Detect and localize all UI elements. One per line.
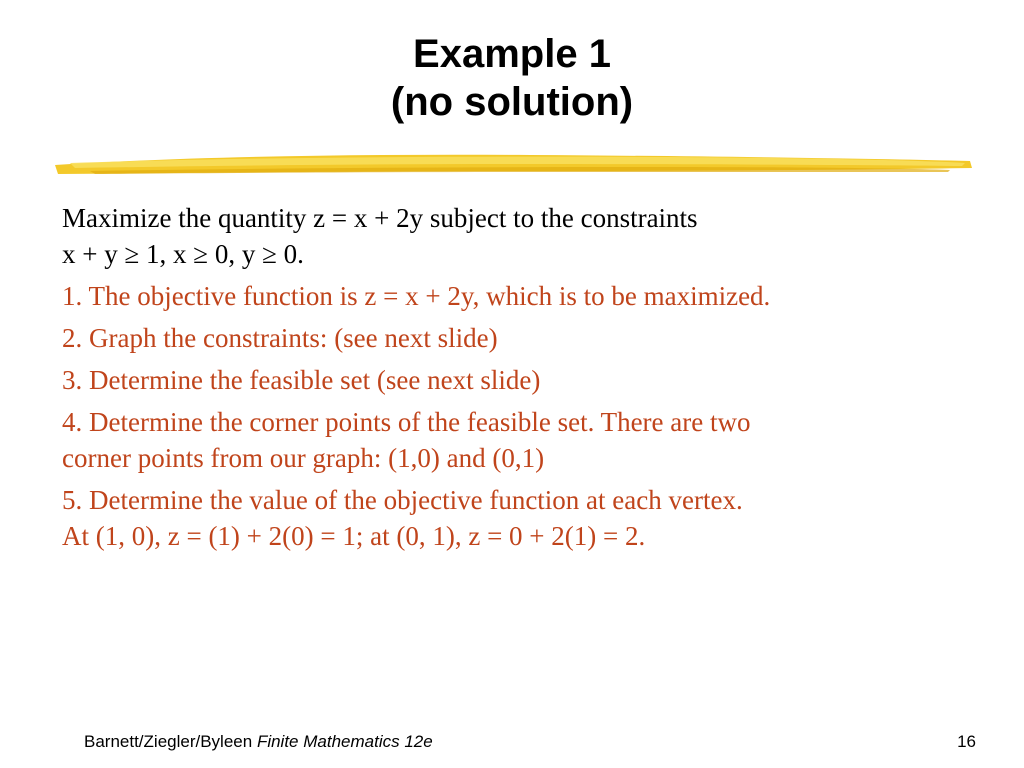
step-4-line-2: corner points from our graph: (1,0) and (0,1) xyxy=(62,443,545,473)
step-3 xyxy=(62,362,982,398)
title-line-1: Example 1 xyxy=(413,32,611,76)
slide-body xyxy=(62,200,982,560)
step-5 xyxy=(62,482,982,554)
intro-line-1: Maximize the quantity z = x + 2y subject to the constraints xyxy=(62,203,698,233)
title-line-2: (no solution) xyxy=(390,80,634,124)
step-5-line-1: 5. Determine the value of the objective function at each vertex. xyxy=(62,485,743,515)
step-4 xyxy=(62,404,982,476)
step-5-line-2: At (1, 0), z = (1) + 2(0) = 1; at (0, 1), z = 0 + 2(1) = 2. xyxy=(62,521,646,551)
step-2 xyxy=(62,320,982,356)
step-3-line-1: 3. Determine the feasible set (see next slide) xyxy=(62,365,541,395)
problem-statement xyxy=(62,200,982,272)
footer-citation xyxy=(84,732,433,752)
footer-book-title: Finite Mathematics 12e xyxy=(256,732,433,751)
step-1 xyxy=(62,278,982,314)
intro-line-2: x + y ≥ 1, x ≥ 0, y ≥ 0. xyxy=(62,239,304,269)
page-number: 16 xyxy=(957,732,976,751)
step-2-line-1: 2. Graph the constraints: (see next slide) xyxy=(62,323,498,353)
footer-authors: Barnett/Ziegler/Byleen xyxy=(84,732,253,751)
brush-stroke-divider xyxy=(50,144,975,184)
step-4-line-1: 4. Determine the corner points of the feasible set. There are two xyxy=(62,407,751,437)
step-1-line-1: 1. The objective function is z = x + 2y, which is to be maximized. xyxy=(62,281,771,311)
slide-title xyxy=(0,30,1024,126)
